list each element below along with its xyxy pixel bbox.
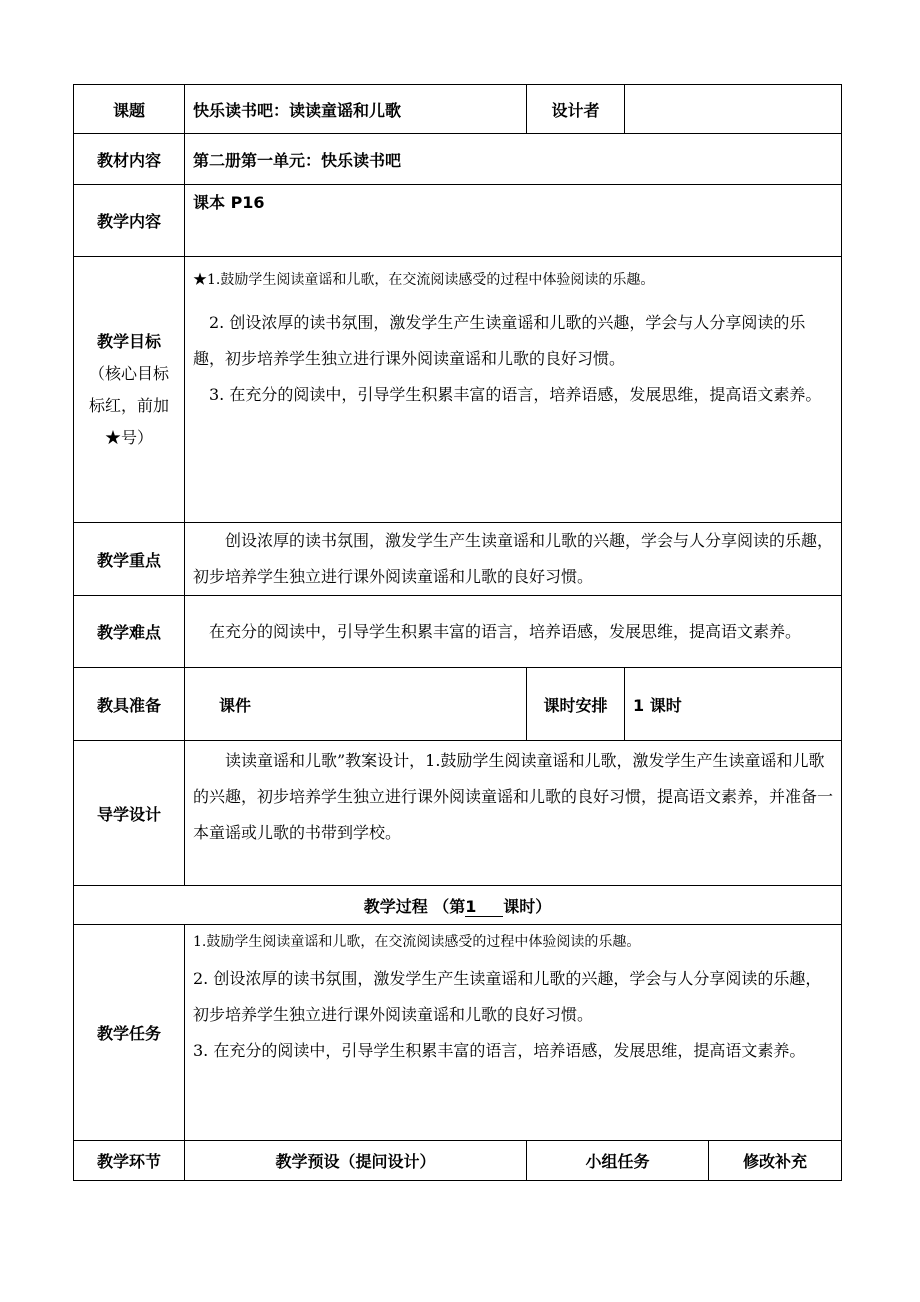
- task-2: 2. 创设浓厚的读书氛围，激发学生产生读童谣和儿歌的兴趣，学会与人分享阅读的乐趣，初步培养学生独立进行课外阅读童谣和儿歌的良好习惯。: [193, 969, 822, 1024]
- row-tools: [74, 668, 842, 741]
- header-questions: 教学预设（提问设计）: [185, 1141, 527, 1181]
- row-guide: [74, 741, 842, 886]
- goal-2: 2. 创设浓厚的读书氛围，激发学生产生读童谣和儿歌的兴趣，学会与人分享阅读的乐趣，初步培养学生独立进行课外阅读童谣和儿歌的良好习惯。: [193, 313, 806, 368]
- material-value: 第二册第一单元：快乐读书吧: [185, 134, 842, 185]
- row-material: [74, 134, 842, 185]
- tasks-content: [185, 925, 842, 1141]
- goals-note-3: ★号）: [104, 427, 153, 447]
- guide-value: 读读童谣和儿歌”教案设计，1.鼓励学生阅读童谣和儿歌，激发学生产生读童谣和儿歌的兴趣，初步培养学生独立进行课外阅读童谣和儿歌的良好习惯，提高语文素养，并准备一本童谣或儿歌的书带到学校。: [185, 741, 842, 886]
- row-goals: [74, 257, 842, 523]
- guide-label: 导学设计: [74, 741, 185, 886]
- difficulty-value: 在充分的阅读中，引导学生积累丰富的语言，培养语感，发展思维，提高语文素养。: [185, 596, 842, 668]
- goals-content: [185, 257, 842, 523]
- row-key-points: [74, 523, 842, 596]
- key-points-label: 教学重点: [74, 523, 185, 596]
- topic-value: 快乐读书吧：读读童谣和儿歌: [185, 85, 527, 134]
- goals-note-2: 标红，前加: [88, 395, 169, 415]
- material-label: 教材内容: [74, 134, 185, 185]
- header-group-task: 小组任务: [527, 1141, 709, 1181]
- topic-label: 课题: [74, 85, 185, 134]
- process-number: 1: [465, 898, 503, 917]
- goal-3: 3. 在充分的阅读中，引导学生积累丰富的语言，培养语感，发展思维，提高语文素养。: [209, 385, 822, 404]
- difficulty-label: 教学难点: [74, 596, 185, 668]
- task-3: 3. 在充分的阅读中，引导学生积累丰富的语言，培养语感，发展思维，提高语文素养。: [193, 1041, 806, 1060]
- tools-label: 教具准备: [74, 668, 185, 741]
- content-value: 课本 P16: [185, 185, 842, 257]
- goals-note-1: （核心目标: [88, 363, 169, 383]
- row-footer-headers: [74, 1141, 842, 1181]
- goal-1: ★1.鼓励学生阅读童谣和儿歌，在交流阅读感受的过程中体验阅读的乐趣。: [193, 272, 655, 288]
- process-title: [74, 886, 842, 925]
- hours-value: 1 课时: [625, 668, 842, 741]
- hours-label: 课时安排: [527, 668, 625, 741]
- row-process-title: [74, 886, 842, 925]
- row-content: [74, 185, 842, 257]
- row-topic: [74, 85, 842, 134]
- task-1: 1.鼓励学生阅读童谣和儿歌，在交流阅读感受的过程中体验阅读的乐趣。: [193, 934, 641, 950]
- designer-value: [625, 85, 842, 134]
- header-stage: 教学环节: [74, 1141, 185, 1181]
- tasks-label: 教学任务: [74, 925, 185, 1141]
- header-revisions: 修改补充: [709, 1141, 842, 1181]
- process-prefix: 教学过程 （第: [363, 896, 466, 916]
- key-points-value: 创设浓厚的读书氛围，激发学生产生读童谣和儿歌的兴趣，学会与人分享阅读的乐趣，初步培养学生独立进行课外阅读童谣和儿歌的良好习惯。: [185, 523, 842, 596]
- goals-label: 教学目标: [96, 331, 161, 351]
- lesson-plan-table: [73, 84, 842, 1181]
- row-tasks: [74, 925, 842, 1141]
- goals-label-cell: [74, 257, 185, 523]
- designer-label: 设计者: [527, 85, 625, 134]
- tools-value: 课件: [185, 668, 527, 741]
- process-suffix: 课时）: [503, 896, 552, 916]
- row-difficulty: [74, 596, 842, 668]
- content-label: 教学内容: [74, 185, 185, 257]
